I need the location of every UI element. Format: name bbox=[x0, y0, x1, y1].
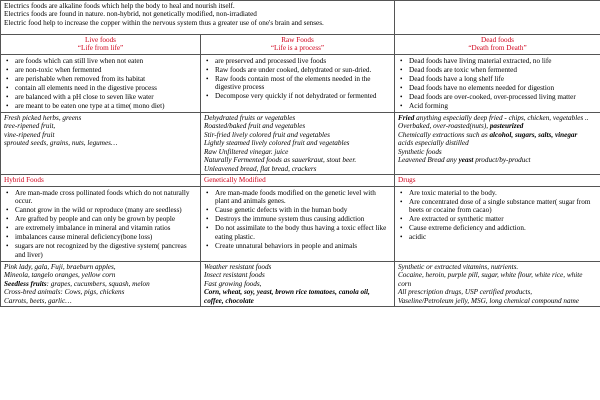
live-foods-subtitle: “Life from life” bbox=[77, 44, 124, 53]
list-item: • sugars are not recognized by the digestive system( pancreas and liver) bbox=[15, 242, 197, 259]
live-foods-bullets bbox=[1, 54, 201, 112]
list-item: • Are toxic material to the body. bbox=[409, 189, 597, 197]
example-line: tree-ripened fruit, bbox=[4, 122, 56, 131]
list-item: • Do not assimilate to the body thus having a toxic effect like eating plastic. bbox=[215, 224, 391, 241]
live-foods-header bbox=[1, 35, 201, 55]
dead-foods-examples bbox=[395, 112, 600, 174]
list-item: • are preserved and processed live foods bbox=[215, 57, 391, 65]
list-item: • are meant to be eaten one type at a time( mono diet) bbox=[15, 102, 197, 110]
seedless-label: Seedless fruits bbox=[4, 279, 47, 288]
intro-line: Electrics foods are alkaline foods which help the body to heal and nourish itself. bbox=[4, 2, 235, 10]
list-item: • Are grafted by people and can only be grown by people bbox=[15, 215, 197, 223]
example-line bbox=[398, 131, 597, 139]
gmo-examples bbox=[201, 261, 395, 306]
example-line: Naturally Fermented foods as sauerkraut, stout beer. bbox=[204, 156, 357, 165]
list-item: • contain all elements need in the digestive process bbox=[15, 84, 197, 92]
example-line: sprouted seeds, grains, nuts, legumes… bbox=[4, 139, 118, 148]
live-foods-examples bbox=[1, 112, 201, 174]
raw-foods-examples bbox=[201, 112, 395, 174]
raw-foods-title: Raw Foods bbox=[281, 36, 314, 44]
list-item: • Dead foods have living material extracted, no life bbox=[409, 57, 597, 65]
live-foods-title: Live foods bbox=[85, 36, 116, 44]
header-row-1 bbox=[1, 35, 600, 55]
dead-foods-title: Dead foods bbox=[481, 36, 514, 44]
list-item: • Raw foods contain most of the elements needed in the digestive process bbox=[215, 75, 391, 92]
example-line: Weather resistant foods bbox=[204, 262, 272, 271]
raw-foods-subtitle: “Life is a process” bbox=[270, 44, 325, 53]
example-line: Cross-bred animals: Cows, pigs, chickens bbox=[4, 288, 125, 297]
example-line bbox=[398, 114, 597, 122]
list-item: • Cause genetic defects with in the human body bbox=[215, 206, 391, 214]
gmo-header: Genetically Modified bbox=[201, 175, 395, 186]
list-item: • are non-toxic when fermented bbox=[15, 66, 197, 74]
gmo-bullets bbox=[201, 186, 395, 261]
example-line: Fresh picked herbs, greens bbox=[4, 113, 82, 122]
example-line: Cocaine, heroin, purple pill, sugar, white flour, white rice, white corn bbox=[398, 271, 583, 288]
header-row-2 bbox=[1, 175, 600, 186]
list-item: • Destroys the immune system thus causing addiction bbox=[215, 215, 391, 223]
leaven-rest: product/by-product bbox=[473, 156, 531, 165]
example-line bbox=[398, 122, 597, 130]
list-item: • are perishable when removed from its habitat bbox=[15, 75, 197, 83]
example-line bbox=[398, 156, 597, 164]
intro-row bbox=[1, 1, 600, 35]
intro-empty-cell bbox=[395, 1, 600, 35]
chem-bold: alcohol, sugars, salts, vinegar bbox=[489, 130, 578, 139]
list-item: • Are man-made foods modified on the genetic level with plant and animals genes. bbox=[215, 189, 391, 206]
example-line: All prescription drugs, USP certified products, bbox=[398, 288, 533, 297]
list-item: • Dead foods have no elements needed for digestion bbox=[409, 84, 597, 92]
example-line: acids especially distilled bbox=[398, 139, 469, 148]
list-item: • Create unnatural behaviors in people and animals bbox=[215, 242, 391, 250]
example-line: vine-ripened fruit bbox=[4, 130, 55, 139]
example-line bbox=[204, 288, 391, 305]
bullets-row-1 bbox=[1, 54, 600, 112]
list-item: • are balanced with a pH close to seven like water bbox=[15, 93, 197, 101]
example-line: Insect resistant foods bbox=[204, 271, 265, 280]
hybrid-foods-header: Hybrid Foods bbox=[1, 175, 201, 186]
example-line bbox=[4, 280, 197, 288]
dead-foods-bullets bbox=[395, 54, 600, 112]
example-line: Mineola, tangelo oranges, yellow corn bbox=[4, 271, 116, 280]
leaven-text: Leavened Bread any bbox=[398, 156, 459, 165]
raw-foods-bullets bbox=[201, 54, 395, 112]
list-item: • Dead foods have a long shelf life bbox=[409, 75, 597, 83]
example-line: Fast growing foods, bbox=[204, 279, 262, 288]
list-item: • acidic bbox=[409, 233, 597, 241]
intro-line: Electrics foods are found in nature. non-hybrid, not genetically modified, non-irradiated bbox=[4, 10, 257, 19]
list-item: • are foods which can still live when not eaten bbox=[15, 57, 197, 65]
example-line: Lightly steamed lively colored fruit and vegetables bbox=[204, 139, 350, 148]
list-item: • Acid forming bbox=[409, 102, 597, 110]
example-line: Unleavened bread, flat bread, crackers bbox=[204, 164, 317, 173]
intro-line: Electric food help to increase the copper within the nervous system thus a greater use of one's brain and senses. bbox=[4, 18, 324, 27]
example-line: Dehydrated fruits or vegetables bbox=[204, 113, 296, 122]
example-line: Roasted/baked fruit and vegetables bbox=[204, 122, 306, 131]
drugs-bullets bbox=[395, 186, 600, 261]
examples-row-2 bbox=[1, 261, 600, 306]
examples-row-1 bbox=[1, 112, 600, 174]
seedless-text: : grapes, cucumbers, squash, melon bbox=[46, 279, 150, 288]
example-line: Pink lady, gala, Fuji, braeburn apples, bbox=[4, 262, 116, 271]
raw-foods-header bbox=[201, 35, 395, 55]
example-line: Stir-fried lively colored fruit and vegetables bbox=[204, 130, 330, 139]
example-line: Carrots, beets, garlic… bbox=[4, 296, 72, 305]
dead-foods-header bbox=[395, 35, 600, 55]
list-item: • Are concentrated dose of a single substance matter( sugar from beets or cocaine from cacao) bbox=[409, 198, 597, 215]
list-item: • are extremely imbalance in mineral and vitamin ratios bbox=[15, 224, 197, 232]
dead-foods-subtitle: “Death from Death” bbox=[468, 44, 527, 53]
fried-label: Fried bbox=[398, 113, 415, 122]
bullets-row-2 bbox=[1, 186, 600, 261]
list-item: • Dead foods are toxic when fermented bbox=[409, 66, 597, 74]
example-line: Vaseline/Petroleum jelly, MSG, long chemical compound name bbox=[398, 296, 579, 305]
gmo-crops: Corn, wheat, soy, yeast, brown rice tomatoes, canola oil, coffee, chocolate bbox=[204, 288, 370, 305]
overbaked-text: Overbaked, over-roasted(nuts), bbox=[398, 122, 490, 131]
list-item: • Dead foods are over-cooked, over-processed living matter bbox=[409, 93, 597, 101]
list-item: • Raw foods are under cooked, dehydrated or sun-dried. bbox=[215, 66, 391, 74]
list-item: • imbalances cause mineral deficiency(bone loss) bbox=[15, 233, 197, 241]
hybrid-foods-examples bbox=[1, 261, 201, 306]
fried-text: anything especially deep fried - chips, chicken, vegetables .. bbox=[414, 113, 589, 122]
hybrid-foods-bullets bbox=[1, 186, 201, 261]
drugs-header: Drugs bbox=[395, 175, 600, 186]
chem-text: Chemically extractions such as bbox=[398, 130, 490, 139]
list-item: • Decompose very quickly if not dehydrated or fermented bbox=[215, 92, 391, 100]
list-item: • Are man-made cross pollinated foods which do not naturally occur. bbox=[15, 189, 197, 206]
example-line: Synthetic or extracted vitamins, nutrients. bbox=[398, 262, 519, 271]
intro-cell bbox=[1, 1, 395, 35]
drugs-examples bbox=[395, 261, 600, 306]
yeast-label: yeast bbox=[458, 156, 474, 165]
pasteurized-label: pasteurized bbox=[489, 122, 524, 131]
example-line: Synthetic foods bbox=[398, 147, 442, 156]
list-item: • Are extracted or synthetic matter bbox=[409, 215, 597, 223]
list-item: • Cause extreme deficiency and addiction. bbox=[409, 224, 597, 232]
example-line: Raw Unfiltered vinegar. juice bbox=[204, 147, 289, 156]
list-item: • Cannot grow in the wild or reproduce (many are seedless) bbox=[15, 206, 197, 214]
